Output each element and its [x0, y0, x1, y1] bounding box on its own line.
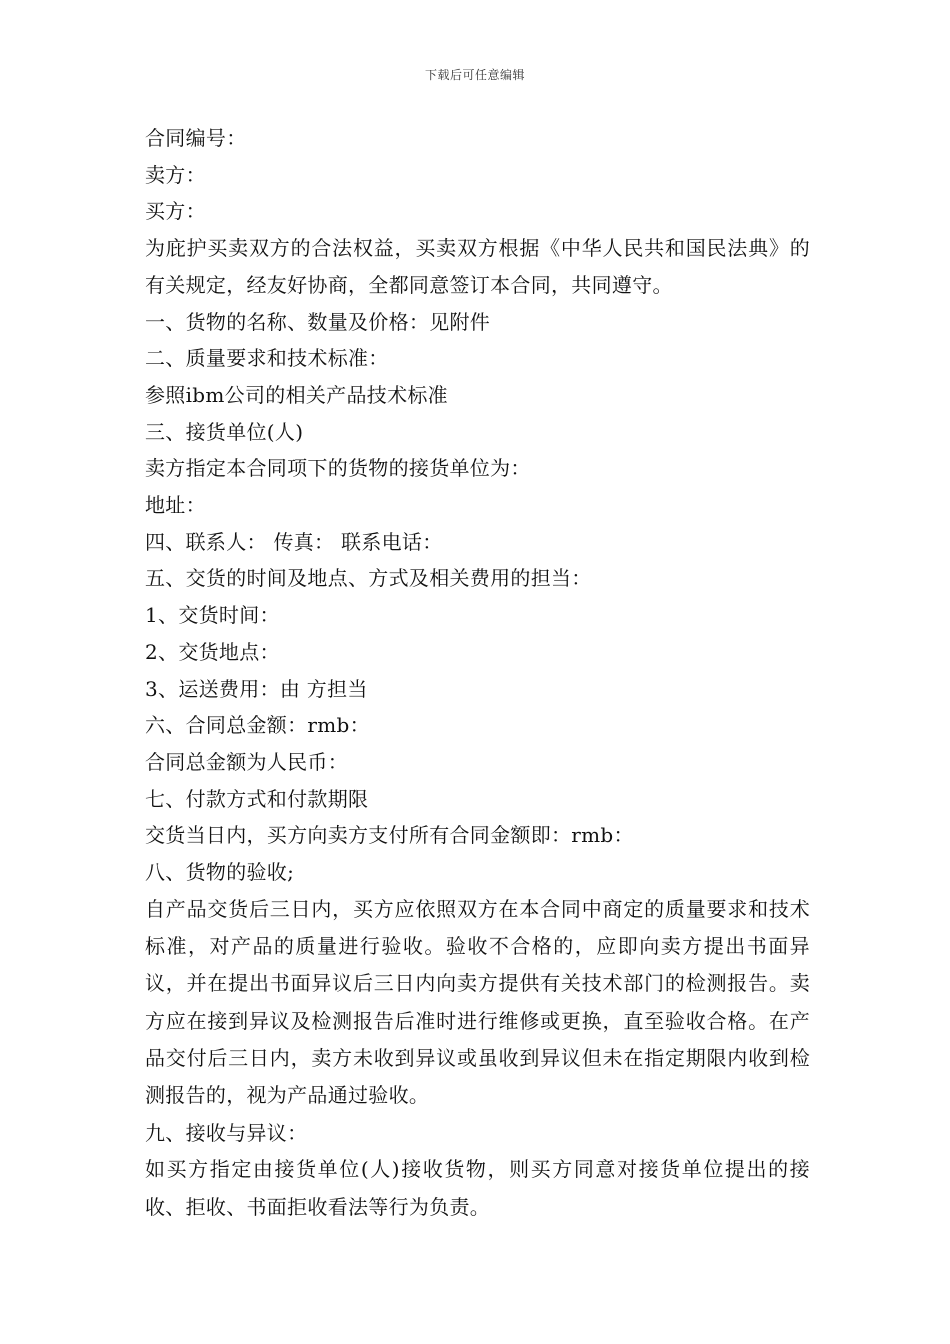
section-2-body: 参照ibm公司的相关产品技术标准: [145, 382, 448, 407]
section-8-body: 自产品交货后三日内，买方应依照双方在本合同中商定的质量要求和技术标准，对产品的质量进行验收。验收不合格的，应即向卖方提出书面异议，并在提出书面异议后三日内向卖方提供有关技术部门的检测报告。卖方应在接到异议及检测报告后准时进行维修或更换，直至验收合格。在产品交付后三日内，卖方未收到异议或虽收到异议但未在指定期限内收到检测报告的，视为产品通过验收。: [145, 896, 810, 1108]
section-2-title: 二、质量要求和技术标准：: [145, 346, 389, 371]
section-9-title: 九、接收与异议：: [145, 1120, 308, 1145]
contract-number-label: 合同编号：: [145, 126, 247, 150]
header-note: 下载后可任意编辑: [424, 68, 525, 82]
section-3-address: 地址：: [145, 493, 206, 518]
section-6-body: 合同总金额为人民币：: [145, 749, 348, 774]
contract-body: [145, 120, 810, 1226]
section-4-title: 四、联系人： 传真： 联系电话：: [145, 529, 443, 554]
section-5-item-2: 2、交货地点：: [145, 639, 280, 664]
section-3-body: 卖方指定本合同项下的货物的接货单位为：: [145, 456, 531, 481]
seller-label: 卖方：: [145, 162, 206, 187]
intro-paragraph: 为庇护买卖双方的合法权益，买卖双方根据《中华人民共和国民法典》的有关规定，经友好协商，全都同意签订本合同，共同遵守。: [145, 236, 810, 297]
section-7-body: 交货当日内，买方向卖方支付所有合同金额即：rmb：: [145, 823, 634, 848]
section-5-item-3: 3、运送费用：由 方担当: [145, 676, 368, 701]
section-7-title: 七、付款方式和付款期限: [145, 786, 369, 811]
section-6-title: 六、合同总金额：rmb：: [145, 713, 370, 738]
section-5-title: 五、交货的时间及地点、方式及相关费用的担当：: [145, 566, 592, 591]
section-5-item-1: 1、交货时间：: [145, 603, 280, 628]
section-8-title: 八、货物的验收;: [145, 860, 295, 885]
section-1-title: 一、货物的名称、数量及价格：见附件: [145, 309, 491, 334]
buyer-label: 买方：: [145, 199, 206, 224]
section-9-body: 如买方指定由接货单位(人)接收货物，则买方同意对接货单位提出的接收、拒收、书面拒收看法等行为负责。: [145, 1157, 810, 1219]
section-3-title: 三、接货单位(人): [145, 419, 304, 444]
